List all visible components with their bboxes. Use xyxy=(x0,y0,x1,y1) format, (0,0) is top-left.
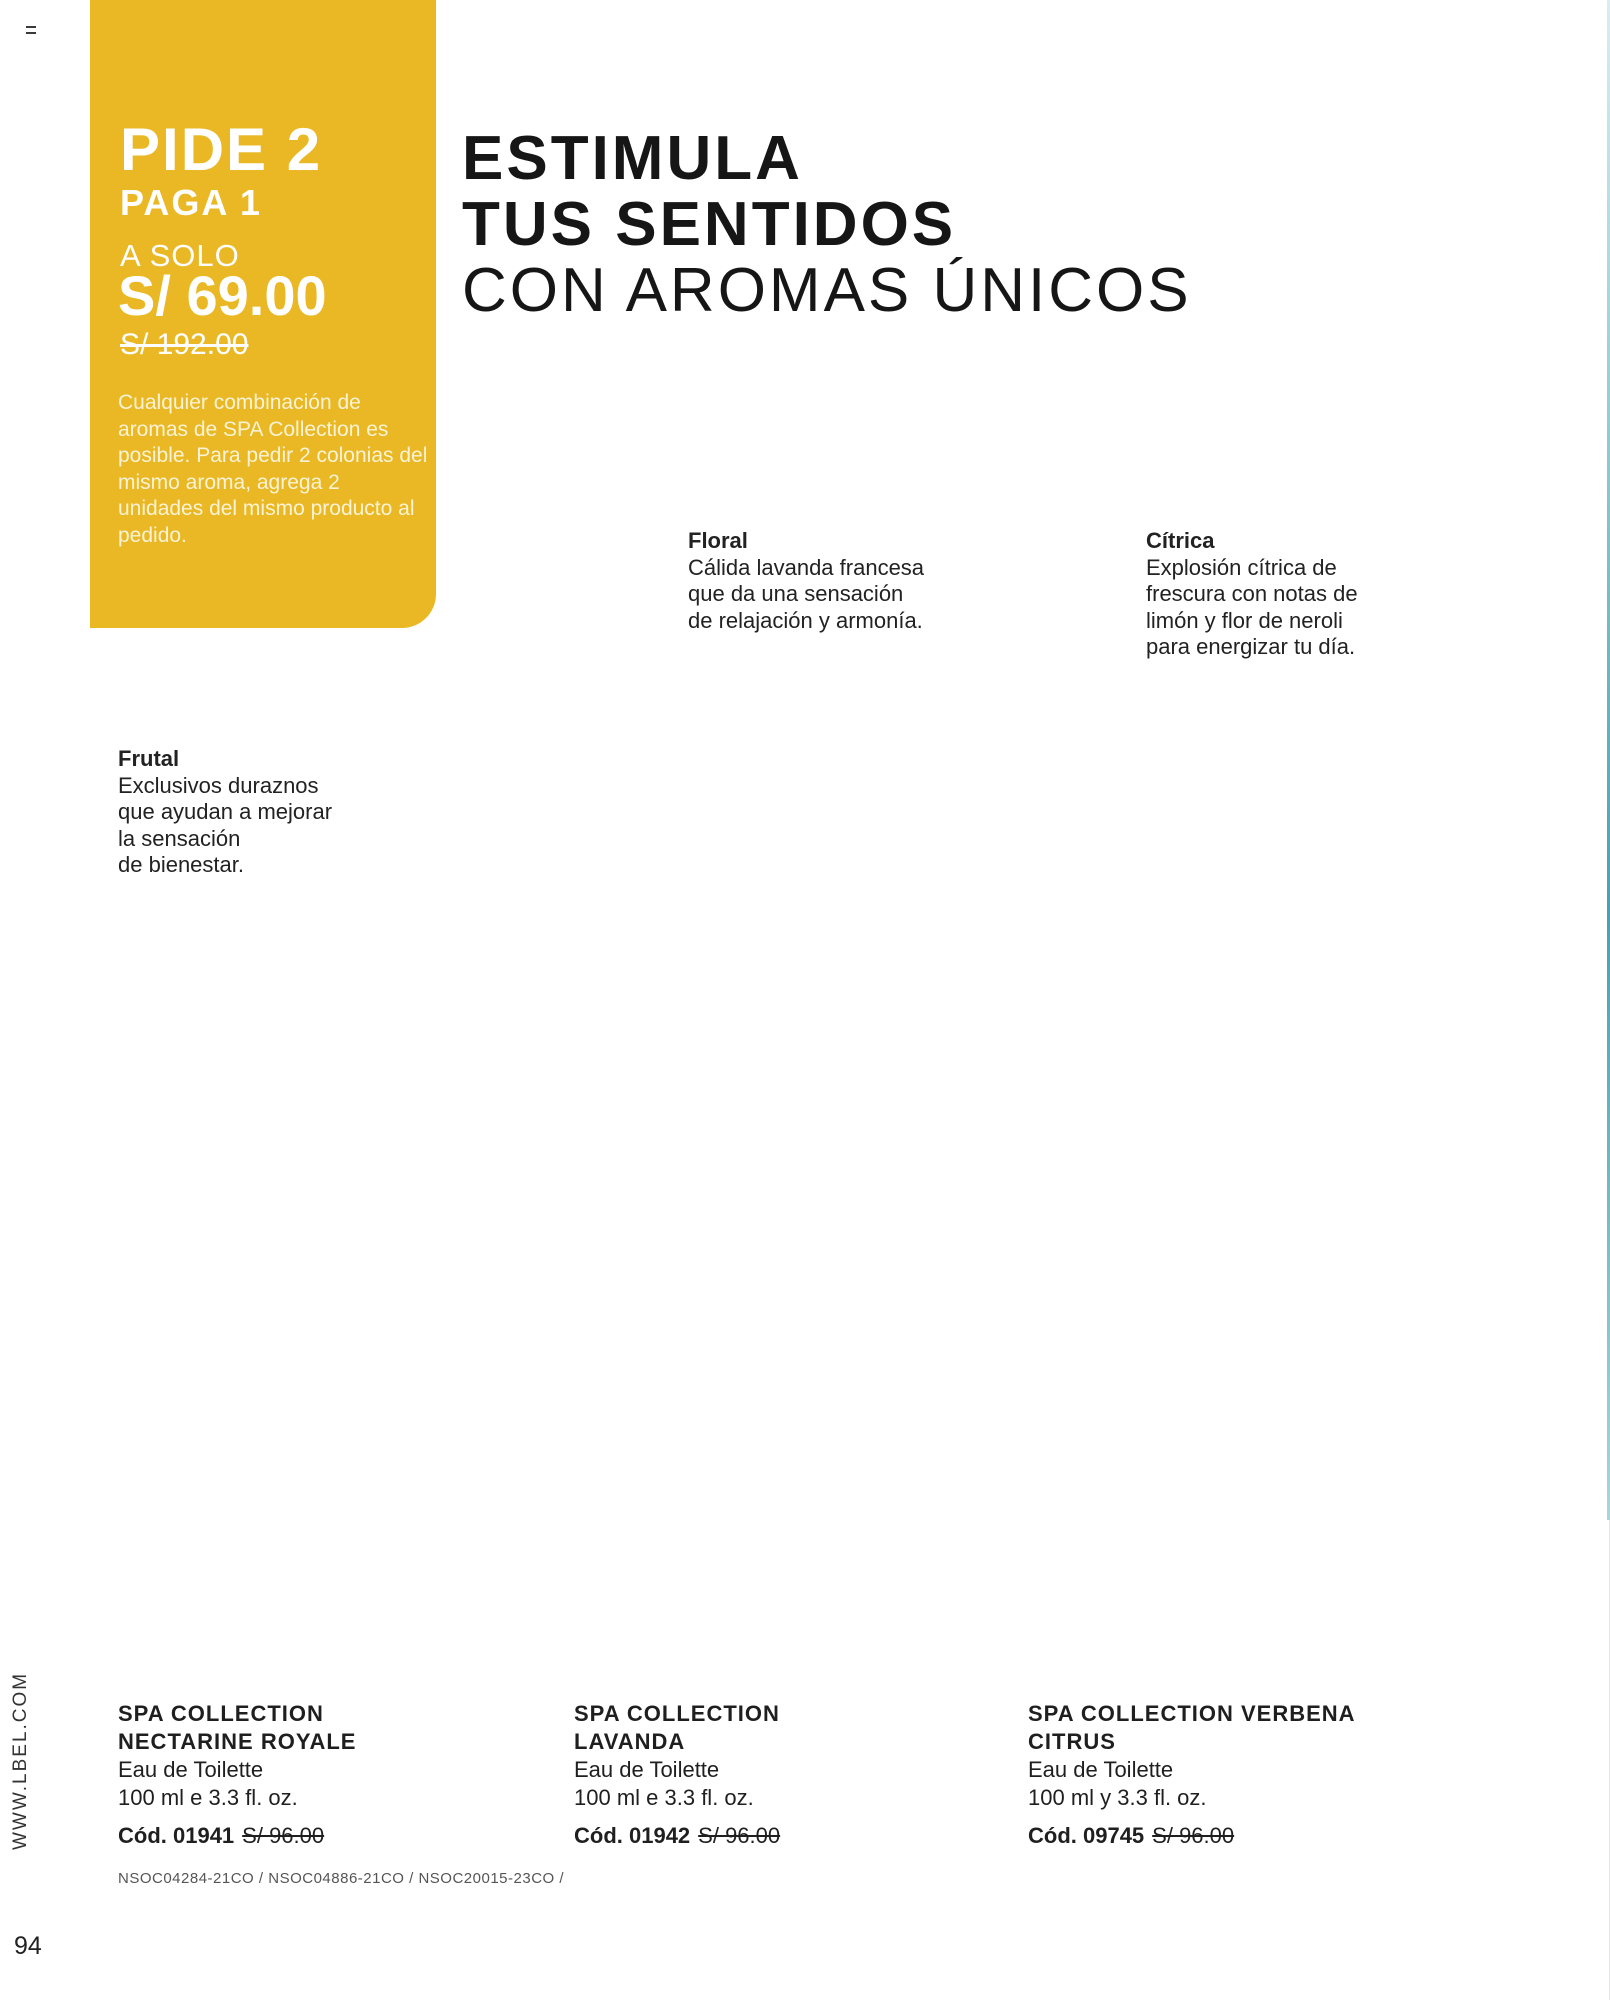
product-code: Cód. 01942 xyxy=(574,1823,691,1848)
aroma-title: Floral xyxy=(688,528,748,553)
headline-line-3: CON AROMAS ÚNICOS xyxy=(462,256,1192,325)
aroma-title: Frutal xyxy=(118,746,180,771)
menu-bar xyxy=(26,32,36,34)
page-headline xyxy=(462,126,1192,324)
product-type: Eau de Toilette xyxy=(574,1757,720,1782)
promo-panel xyxy=(90,0,436,628)
aroma-description: Exclusivos duraznos que ayudan a mejorar la sensación de bienestar. xyxy=(118,772,333,877)
menu-bar xyxy=(26,26,36,28)
promo-old-price: S/ 192.00 xyxy=(120,328,249,361)
product-type: Eau de Toilette xyxy=(118,1757,264,1782)
aroma-title: Cítrica xyxy=(1146,528,1215,553)
product-name: SPA COLLECTION LAVANDA xyxy=(574,1701,780,1754)
aroma-citrica xyxy=(1146,528,1446,661)
aroma-floral xyxy=(688,528,988,634)
product-code-row xyxy=(118,1822,538,1850)
product-nectarine-royale[interactable] xyxy=(118,1700,538,1850)
product-size: 100 ml e 3.3 fl. oz. xyxy=(118,1785,298,1810)
product-size: 100 ml y 3.3 fl. oz. xyxy=(1028,1785,1207,1810)
product-lavanda[interactable] xyxy=(574,1700,994,1850)
product-name: SPA COLLECTION NECTARINE ROYALE xyxy=(118,1701,357,1754)
aroma-frutal xyxy=(118,746,418,879)
product-old-price: S/ 96.00 xyxy=(242,1823,325,1848)
product-old-price: S/ 96.00 xyxy=(1152,1823,1235,1848)
headline-line-2: TUS SENTIDOS xyxy=(462,190,957,259)
product-name: SPA COLLECTION VERBENA CITRUS xyxy=(1028,1701,1356,1754)
product-code-row xyxy=(1028,1822,1448,1850)
product-old-price: S/ 96.00 xyxy=(698,1823,781,1848)
product-code: Cód. 09745 xyxy=(1028,1823,1145,1848)
promo-paga: PAGA 1 xyxy=(120,182,263,223)
promo-price: S/ 69.00 xyxy=(118,264,327,327)
aroma-description: Explosión cítrica de frescura con notas de limón y flor de neroli para energizar tu día. xyxy=(1146,554,1358,659)
website-link[interactable]: WWW.LBEL.COM xyxy=(10,1671,31,1850)
promo-pide: PIDE 2 xyxy=(120,116,323,183)
promo-conditions: Cualquier combinación de aromas de SPA Collection es posible. Para pedir 2 colonias del mismo aroma, agrega 2 unidades del mismo producto al pedido. xyxy=(118,391,428,547)
promo-a-solo: A SOLO xyxy=(120,238,240,273)
legal-codes: NSOC04284-21CO / NSOC04886-21CO / NSOC20015-23CO / xyxy=(118,1870,565,1887)
aroma-description: Cálida lavanda francesa que da una sensación de relajación y armonía. xyxy=(688,554,925,633)
product-code: Cód. 01941 xyxy=(118,1823,235,1848)
product-size: 100 ml e 3.3 fl. oz. xyxy=(574,1785,754,1810)
headline-line-1: ESTIMULA xyxy=(462,124,803,193)
page-number: 94 xyxy=(14,1932,42,1960)
product-type: Eau de Toilette xyxy=(1028,1757,1174,1782)
product-verbena-citrus[interactable] xyxy=(1028,1700,1448,1850)
menu-icon[interactable] xyxy=(26,26,36,34)
product-code-row xyxy=(574,1822,994,1850)
